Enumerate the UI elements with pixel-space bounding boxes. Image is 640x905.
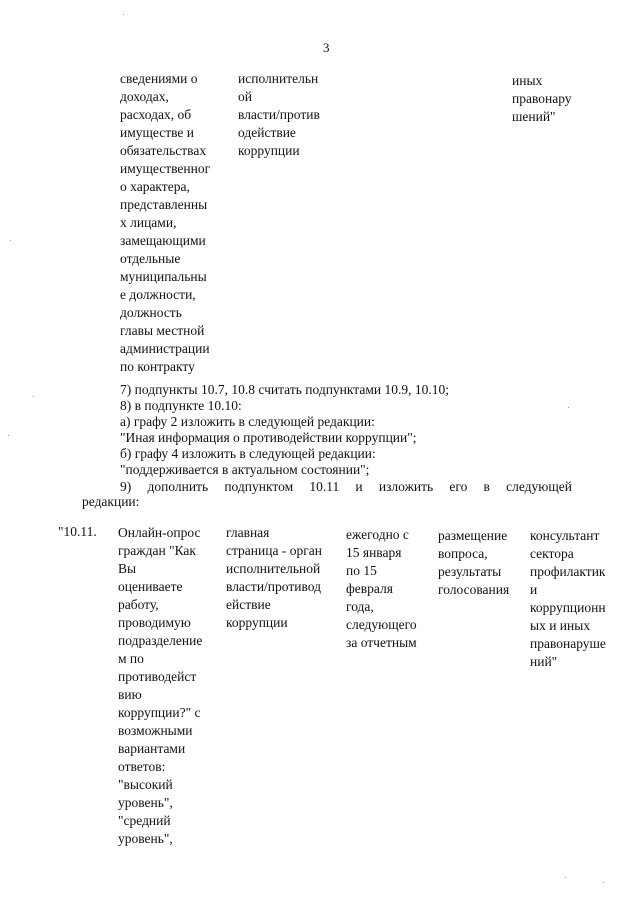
- paragraph-item-7: 7) подпункты 10.7, 10.8 считать подпунктами 10.9, 10.10;: [120, 382, 449, 397]
- scan-speck: [123, 14, 124, 15]
- scan-speck: [33, 396, 34, 397]
- top-table-col6-text: иных правонару шений": [512, 73, 572, 124]
- bottom-table-col5-text: размещение вопроса, результаты голосования: [438, 528, 510, 597]
- paragraph-item-8b-text: "поддерживается в актуальном состоянии";: [120, 462, 370, 477]
- scan-speck: [10, 240, 11, 241]
- bottom-table-number: "10.11.: [58, 524, 97, 539]
- paragraph-item-9: 9) дополнить подпунктом 10.11 и изложить его в следующей: [120, 479, 572, 494]
- bottom-table-col2-text: Онлайн-опрос граждан "Как Вы оцениваете работу, проводимую подразделение м по противодейст вию коррупции?" с возможными вариантами ответов: "высокий уровень", "средний уровень",: [118, 525, 203, 846]
- page-number: 3: [323, 40, 330, 55]
- paragraph-item-8b: б) графу 4 изложить в следующей редакции:: [120, 446, 376, 461]
- bottom-table-col6-text: консультант сектора профилактик и коррупционн ых и иных правонаруше ний": [530, 528, 606, 669]
- bottom-table-col4-text: ежегодно с 15 января по 15 февраля года, следующего за отчетным: [346, 527, 417, 650]
- scan-speck: [8, 435, 9, 436]
- scan-speck: [568, 407, 569, 408]
- paragraph-item-8: 8) в подпункте 10.10:: [120, 398, 242, 413]
- paragraph-item-8a: а) графу 2 изложить в следующей редакции:: [120, 414, 375, 429]
- top-table-col2-text: сведениями о доходах, расходах, об имуществе и обязательствах имущественног о характера, представленны х лицами, замещающими отдельные муниципальны е должности, должность главы местной администрации по контракту: [120, 71, 211, 374]
- paragraph-item-9-continuation: редакции:: [82, 494, 140, 509]
- paragraph-item-8a-text: "Иная информация о противодействии коррупции";: [120, 430, 417, 445]
- bottom-table-col3-text: главная страница - орган исполнительной власти/противод ействие коррупции: [226, 525, 322, 630]
- scan-speck: [565, 877, 566, 878]
- top-table-col3-text: исполнительн ой власти/против одействие коррупции: [238, 71, 320, 158]
- scan-speck: [603, 882, 604, 883]
